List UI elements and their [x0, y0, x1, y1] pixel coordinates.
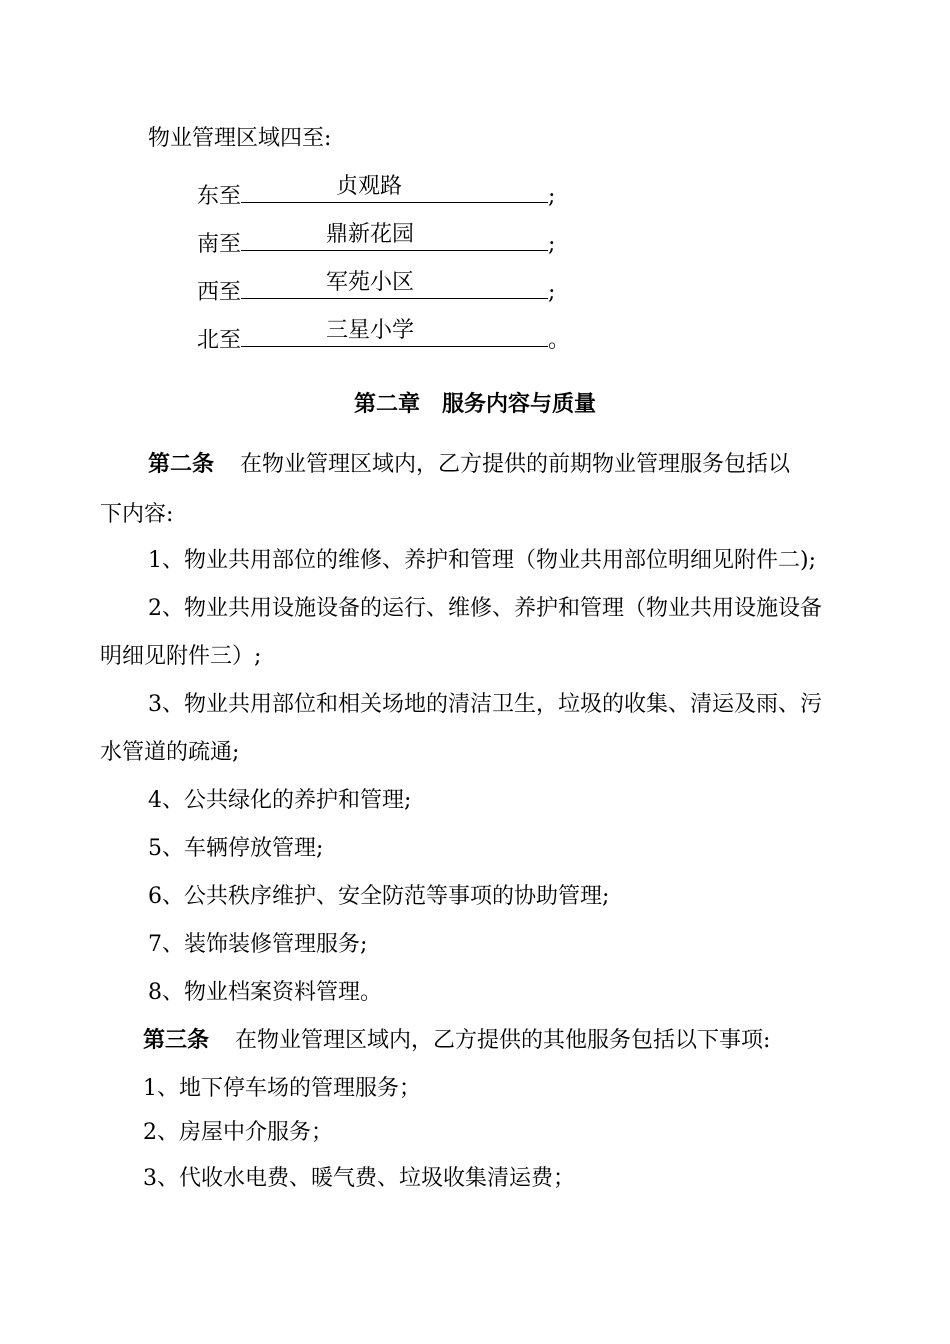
- boundary-value: 三星小学: [326, 318, 415, 343]
- list-item: 5、车辆停放管理;: [148, 836, 324, 861]
- boundary-end: ;: [548, 184, 556, 209]
- boundary-end: 。: [548, 328, 571, 353]
- list-item: 7、装饰装修管理服务;: [148, 932, 368, 957]
- list-item: 3、物业共用部位和相关场地的清洁卫生，垃圾的收集、清运及雨、污: [148, 692, 822, 717]
- list-item-cont: 水管道的疏通;: [100, 740, 240, 765]
- boundary-field: [241, 224, 548, 251]
- boundary-value: 贞观路: [336, 174, 403, 199]
- boundary-end: ;: [548, 232, 556, 257]
- boundary-north: [197, 320, 570, 352]
- list-item: 1、物业共用部位的维修、养护和管理（物业共用部位明细见附件二);: [148, 548, 816, 573]
- article2-intro-cont: 下内容:: [100, 502, 174, 527]
- article2-label: 第二条: [148, 452, 215, 477]
- chapter-title: 第二章 服务内容与质量: [353, 392, 596, 417]
- list-item: 2、房屋中介服务；: [143, 1120, 333, 1145]
- boundary-field: [241, 272, 548, 299]
- boundary-label: 西至: [197, 280, 242, 305]
- list-item: 3、代收水电费、暖气费、垃圾收集清运费；: [143, 1166, 575, 1191]
- boundary-south: [197, 224, 555, 256]
- boundary-field: [241, 176, 548, 203]
- boundary-east: [197, 176, 555, 208]
- list-item: 1、地下停车场的管理服务；: [143, 1076, 421, 1101]
- list-item: 4、公共绿化的养护和管理;: [148, 788, 412, 813]
- article2-intro: [148, 454, 790, 476]
- boundary-label: 北至: [197, 328, 242, 353]
- boundary-end: ;: [548, 280, 556, 305]
- article3-label: 第三条: [143, 1028, 210, 1053]
- article2-intro-text: 在物业管理区域内，乙方提供的前期物业管理服务包括以: [240, 452, 791, 477]
- boundaries-heading: 物业管理区域四至:: [148, 126, 332, 151]
- article3-intro: [143, 1030, 770, 1052]
- list-item: 2、物业共用设施设备的运行、维修、养护和管理（物业共用设施设备: [148, 596, 822, 621]
- article3-intro-text: 在物业管理区域内，乙方提供的其他服务包括以下事项:: [235, 1028, 771, 1053]
- list-item: 6、公共秩序维护、安全防范等事项的协助管理;: [148, 884, 610, 909]
- list-item-cont: 明细见附件三）;: [100, 644, 262, 669]
- list-item: 8、物业档案资料管理。: [148, 980, 382, 1005]
- boundary-value: 鼎新花园: [326, 222, 415, 247]
- boundary-value: 军苑小区: [326, 270, 415, 295]
- boundary-field: [241, 320, 548, 347]
- boundary-west: [197, 272, 555, 304]
- boundary-label: 东至: [197, 184, 242, 209]
- boundary-label: 南至: [197, 232, 242, 257]
